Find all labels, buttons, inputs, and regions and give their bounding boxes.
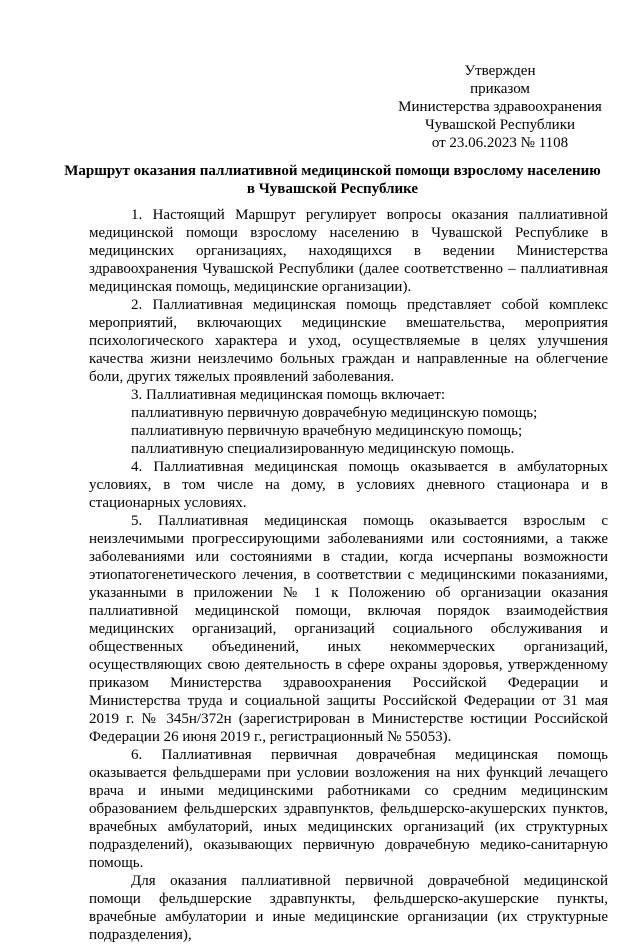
list-item: паллиативную специализированную медицинскую помощь. xyxy=(131,441,515,457)
approval-block xyxy=(390,62,610,152)
list-item: паллиативную первичную доврачебную медицинскую помощь; xyxy=(131,405,538,421)
approval-line: Утвержден xyxy=(464,63,536,79)
list-item: паллиативную первичную врачебную медицинскую помощь; xyxy=(131,423,523,439)
approval-line: Чувашской Республики xyxy=(424,117,576,133)
paragraph-5: 5. Паллиативная медицинская помощь оказывается взрослым с неизлечимыми прогрессирующими заболеваниями или состояниями, а также заболеваниями или состояниями в стадии, когда исчерпаны возможности этиопатогенетического лечения, в соответствии с медицинскими показаниями, указанными в приложении № 1 к Положению об организации оказания паллиативной медицинской помощи, включая порядок взаимодействия медицинских организаций, организаций социального обслуживания и общественных объединений, иных некоммерческих организаций, осуществляющих свою деятельность в сфере охраны здоровья, утвержденному приказом Министерства здравоохранения Российской Федерации и Министерства труда и социальной защиты Российской Федерации от 31 мая 2019 г. № 345н/372н (зарегистрирован в Министерстве юстиции Российской Федерации 26 июня 2019 г., регистрационный № 55053). xyxy=(89,513,608,745)
title-line: в Чувашской Республике xyxy=(246,181,419,197)
approval-date: от 23.06.2023 № 1108 xyxy=(431,135,569,151)
document-title xyxy=(60,162,605,198)
approval-line: приказом xyxy=(470,81,530,97)
paragraph-1: 1. Настоящий Маршрут регулирует вопросы оказания паллиативной медицинской помощи взрослому населению в Чувашской Республике в медицинских организациях, находящихся в ведении Министерства здравоохранения Чувашской Республики (далее соответственно – паллиативная медицинская помощь, медицинские организации). xyxy=(89,207,608,295)
document-body xyxy=(89,206,608,944)
approval-line: Министерства здравоохранения xyxy=(398,99,602,115)
paragraph-7: Для оказания паллиативной первичной доврачебной медицинской помощи фельдшерские здравпункты, фельдшерско-акушерские пункты, врачебные амбулатории и иные медицинские организации (их структурные подразделения), xyxy=(89,873,608,943)
paragraph-3: 3. Паллиативная медицинская помощь включает: xyxy=(131,387,446,403)
paragraph-2: 2. Паллиативная медицинская помощь представляет собой комплекс мероприятий, включающих медицинские вмешательства, мероприятия психологического характера и уход, осуществляемые в целях улучшения качества жизни неизлечимо больных граждан и направленные на облегчение боли, других тяжелых проявлений заболевания. xyxy=(89,297,608,385)
title-line: Маршрут оказания паллиативной медицинской помощи взрослому населению xyxy=(64,163,601,179)
paragraph-4: 4. Паллиативная медицинская помощь оказывается в амбулаторных условиях, в том числе на дому, в условиях дневного стационара и в стационарных условиях. xyxy=(89,459,608,511)
paragraph-6: 6. Паллиативная первичная доврачебная медицинская помощь оказывается фельдшерами при условии возложения на них функций лечащего врача и иными медицинскими работниками со средним медицинским образованием фельдшерских здравпунктов, фельдшерско-акушерских пунктов, врачебных амбулаторий, иных медицинских организаций (их структурных подразделений), оказывающих первичную доврачебную медико-санитарную помощь. xyxy=(89,747,608,871)
